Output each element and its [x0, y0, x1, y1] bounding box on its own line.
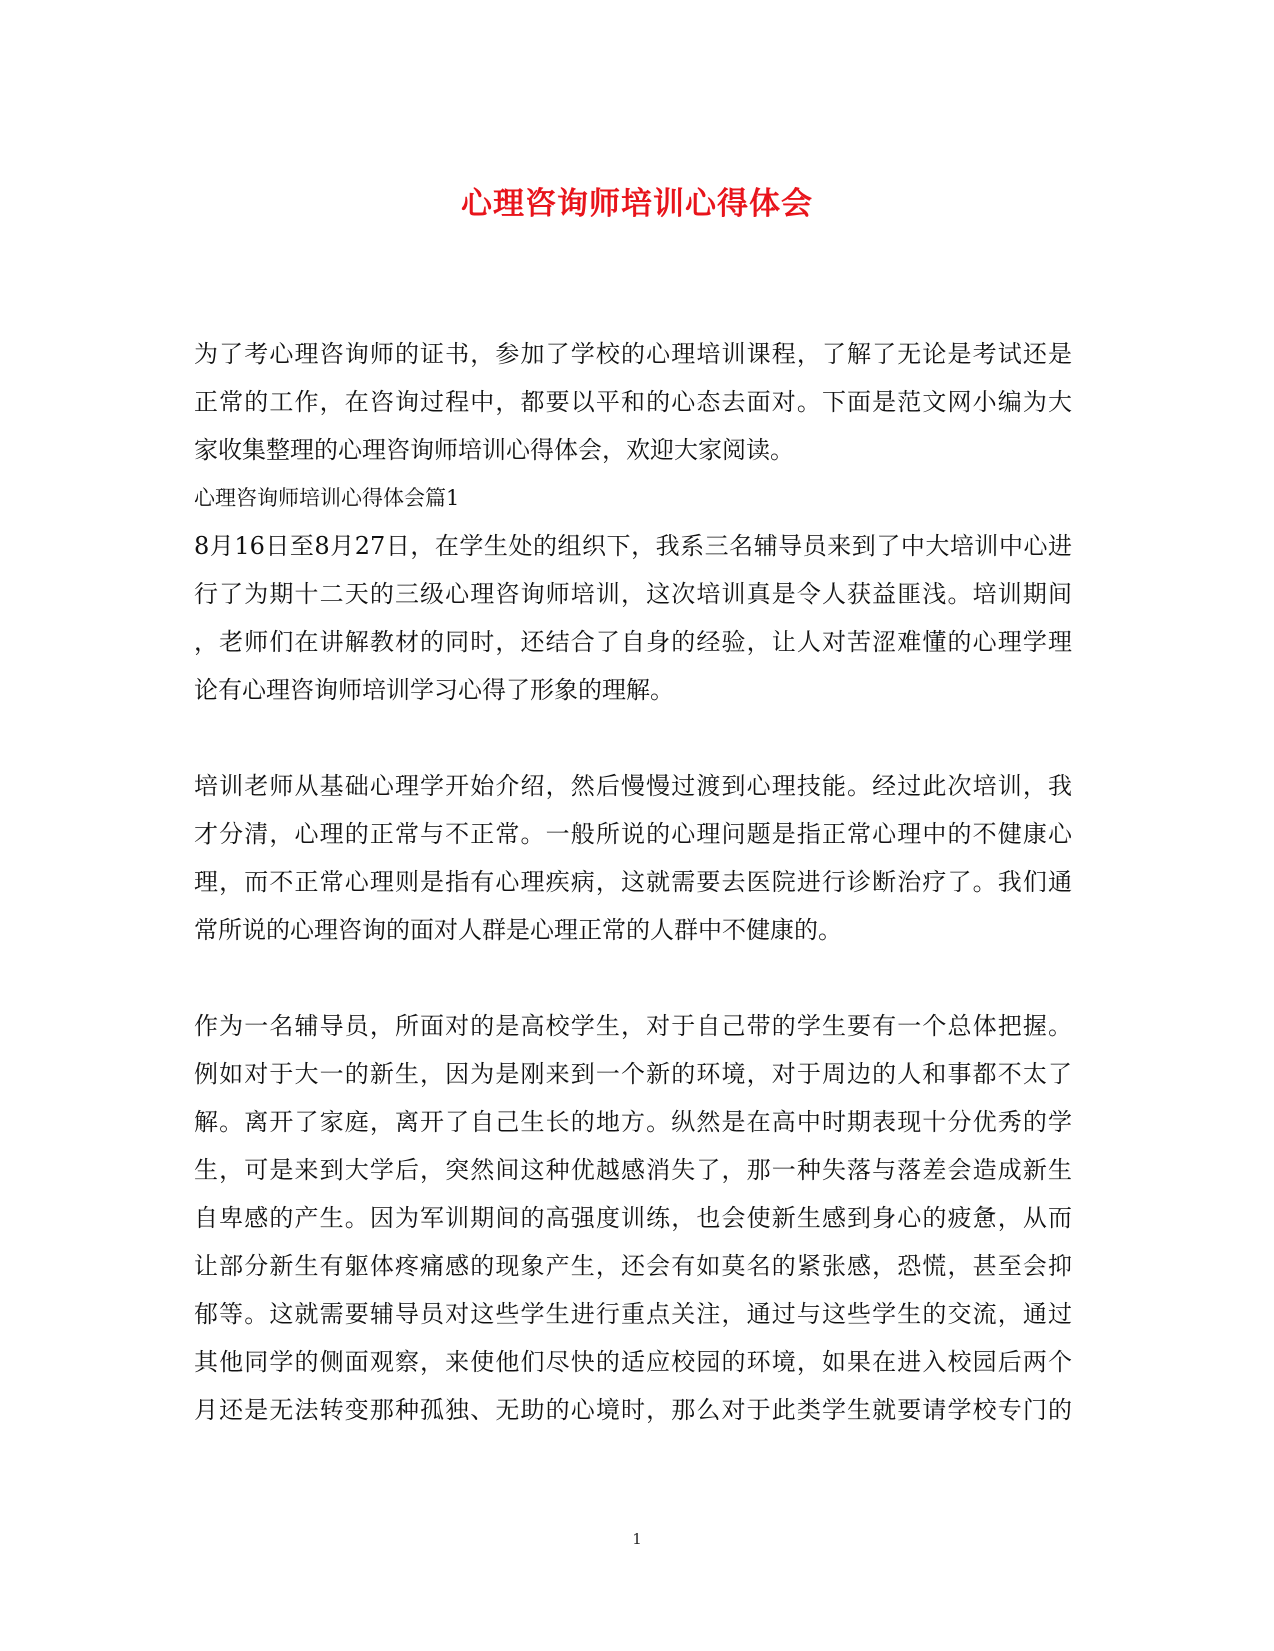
text-line: 理，而不正常心理则是指有心理疾病，这就需要去医院进行诊断治疗了。我们通: [194, 868, 1072, 896]
text-line: 才分清，心理的正常与不正常。一般所说的心理问题是指正常心理中的不健康心: [194, 820, 1072, 848]
text-line: 让部分新生有躯体疼痛感的现象产生，还会有如莫名的紧张感，恐慌，甚至会抑: [194, 1252, 1072, 1280]
text-line: 为了考心理咨询师的证书，参加了学校的心理培训课程，了解了无论是考试还是: [194, 340, 1072, 368]
document-body: [194, 330, 1072, 1434]
document-title: 心理咨询师培训心得体会: [461, 186, 813, 222]
paragraph-spacer: [194, 954, 1072, 1002]
text-line: 自卑感的产生。因为军训期间的高强度训练，也会使新生感到身心的疲惫，从而: [194, 1204, 1072, 1232]
paragraph-psychology-basics: [194, 762, 1072, 954]
text-line: 培训老师从基础心理学开始介绍，然后慢慢过渡到心理技能。经过此次培训，我: [194, 772, 1072, 800]
text-line: 行了为期十二天的三级心理咨询师培训，这次培训真是令人获益匪浅。培训期间: [194, 580, 1072, 608]
paragraph-intro: [194, 330, 1072, 474]
text-line: 作为一名辅导员，所面对的是高校学生，对于自己带的学生要有一个总体把握。: [194, 1012, 1072, 1040]
text-line: 郁等。这就需要辅导员对这些学生进行重点关注，通过与这些学生的交流，通过: [194, 1300, 1072, 1328]
text-line: 常所说的心理咨询的面对人群是心理正常的人群中不健康的。: [194, 916, 842, 944]
paragraph-counselor-role: [194, 1002, 1072, 1434]
text-line: 论有心理咨询师培训学习心得了形象的理解。: [194, 676, 674, 704]
paragraph-training-dates: [194, 522, 1072, 714]
text-line: 例如对于大一的新生，因为是刚来到一个新的环境，对于周边的人和事都不太了: [194, 1060, 1072, 1088]
text-line: 生，可是来到大学后，突然间这种优越感消失了，那一种失落与落差会造成新生: [194, 1156, 1072, 1184]
text-line: 家收集整理的心理咨询师培训心得体会，欢迎大家阅读。: [194, 436, 794, 464]
text-line: 8月16日至8月27日，在学生处的组织下，我系三名辅导员来到了中大培训中心进: [194, 532, 1072, 560]
page-number: 1: [632, 1530, 642, 1548]
text-line: 解。离开了家庭，离开了自己生长的地方。纵然是在高中时期表现十分优秀的学: [194, 1108, 1072, 1136]
text-line: 正常的工作，在咨询过程中，都要以平和的心态去面对。下面是范文网小编为大: [194, 388, 1072, 416]
section-heading: 心理咨询师培训心得体会篇1: [194, 486, 460, 510]
text-line: 其他同学的侧面观察，来使他们尽快的适应校园的环境，如果在进入校园后两个: [194, 1348, 1072, 1376]
text-line: ，老师们在讲解教材的同时，还结合了自身的经验，让人对苦涩难懂的心理学理: [194, 628, 1072, 656]
text-line: 月还是无法转变那种孤独、无助的心境时，那么对于此类学生就要请学校专门的: [194, 1396, 1072, 1424]
paragraph-spacer: [194, 714, 1072, 762]
